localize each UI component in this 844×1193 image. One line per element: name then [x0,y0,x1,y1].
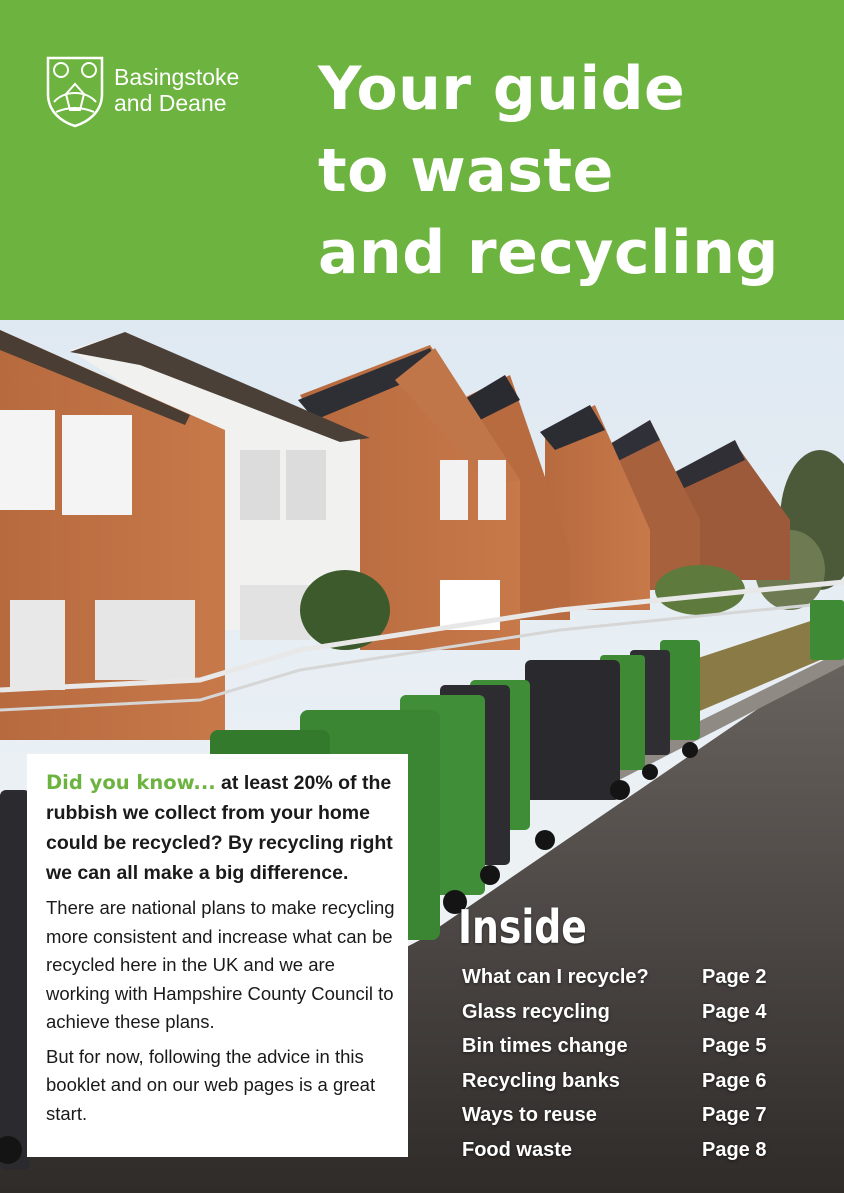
contents-item-label: What can I recycle? [462,966,649,988]
page-title [318,48,779,294]
did-you-know-lead [46,768,396,888]
contents-row [462,1031,792,1066]
contents-item-page: Page 2 [702,966,767,988]
title-line3: and recycling [318,218,779,288]
did-you-know-box [27,754,408,1157]
contents-item-label: Ways to reuse [462,1104,597,1126]
contents-row [462,1135,792,1170]
contents-item-page: Page 8 [702,1138,767,1161]
council-name-line2: and Deane [114,90,227,116]
contents-item-label: Glass recycling [462,1000,610,1023]
inside-heading: Inside [458,900,587,954]
contents-item-page: Page 4 [702,1000,767,1023]
contents-item-page: Page 6 [702,1069,767,1092]
contents-row [462,997,792,1032]
contents-list [462,962,792,1169]
council-crest-icon [44,54,106,128]
contents-item-page: Page 7 [702,1104,767,1126]
title-line1: Your guide [318,54,686,124]
contents-item-page: Page 5 [702,1035,767,1057]
title-line2: to waste [318,136,614,206]
header-banner [0,0,844,320]
contents-row [462,1100,792,1135]
council-name [114,64,239,116]
council-name-line1: Basingstoke [114,64,240,90]
contents-row [462,962,792,997]
contents-item-label: Food waste [462,1138,573,1161]
contents-row [462,1066,792,1101]
did-you-know-paragraph1: There are national plans to make recycling more consistent and increase what can be recycled here in the UK and we are working with Hampshire County Council to achieve these plans. [46,897,395,1032]
did-you-know-highlight: Did you know... [46,771,216,794]
did-you-know-lead-text: at least 20% of the rubbish we collect from your home could be recycled? By recycling right we can all make a big difference. [46,772,393,884]
contents-item-label: Bin times change [462,1035,628,1057]
did-you-know-paragraph2: But for now, following the advice in this booklet and on our web pages is a great start. [46,1045,376,1124]
contents-item-label: Recycling banks [462,1069,620,1092]
